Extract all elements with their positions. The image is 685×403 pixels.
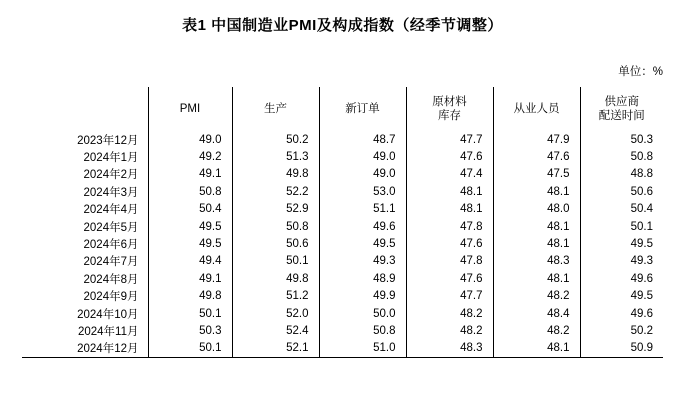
cell-pmi: 49.1 (199, 168, 222, 181)
row-label: 2024年1月 (22, 148, 148, 165)
cell-new-orders: 49.5 (319, 235, 406, 252)
page-title: 表1 中国制造业PMI及构成指数（经季节调整） (182, 17, 503, 34)
cell-employment: 48.1 (493, 235, 580, 252)
column-header-raw-material-inventory-line2: 库存 (438, 110, 461, 122)
table-row (22, 235, 663, 252)
cell-employment: 48.2 (493, 288, 580, 305)
cell-employment: 48.0 (493, 201, 580, 218)
cell-new-orders: 49.0 (319, 148, 406, 165)
row-label: 2024年5月 (22, 218, 148, 235)
cell-pmi: 50.1 (148, 340, 232, 358)
row-label: 2024年9月 (22, 288, 148, 305)
cell-new-orders: 48.7 (319, 131, 406, 148)
cell-raw-material-inventory: 47.6 (406, 235, 493, 252)
column-header-supplier-delivery-time (580, 87, 663, 131)
column-header-raw-material-inventory (406, 87, 493, 131)
column-header-new-orders (319, 87, 406, 131)
cell-new-orders: 49.3 (319, 253, 406, 270)
cell-employment: 48.2 (493, 322, 580, 339)
cell-employment: 48.3 (493, 253, 580, 270)
table-row (22, 201, 663, 218)
cell-production: 52.0 (232, 305, 319, 322)
column-header-employment-line1: 从业人员 (513, 102, 560, 115)
cell-production: 49.8 (232, 166, 319, 183)
cell-production: 49.8 (232, 270, 319, 287)
cell-employment: 48.4 (493, 305, 580, 322)
cell-raw-material-inventory: 47.6 (406, 148, 493, 165)
cell-production: 52.1 (232, 340, 319, 358)
cell-production: 50.2 (232, 131, 319, 148)
cell-pmi: 49.4 (199, 255, 222, 268)
column-header-production-line1: 生产 (264, 102, 287, 115)
cell-raw-material-inventory: 47.4 (406, 166, 493, 183)
cell-production: 52.9 (232, 201, 319, 218)
cell-production: 51.2 (232, 288, 319, 305)
cell-employment: 48.1 (493, 270, 580, 287)
row-label: 2024年7月 (22, 253, 148, 270)
cell-employment: 47.5 (493, 166, 580, 183)
column-header-new-orders-line1: 新订单 (345, 102, 380, 115)
cell-pmi: 49.5 (199, 220, 222, 233)
table-row (22, 183, 663, 200)
table-row (22, 218, 663, 235)
cell-pmi: 49.0 (199, 133, 222, 146)
cell-raw-material-inventory: 48.3 (406, 340, 493, 358)
table-header-row (22, 87, 663, 131)
cell-raw-material-inventory: 47.7 (406, 131, 493, 148)
column-header-raw-material-inventory-line1: 原材料 (432, 95, 467, 108)
cell-raw-material-inventory: 48.2 (406, 305, 493, 322)
table-row (22, 270, 663, 287)
cell-pmi: 50.1 (199, 307, 222, 320)
cell-employment: 48.1 (493, 340, 580, 358)
cell-pmi: 50.3 (199, 324, 222, 337)
cell-employment: 48.1 (493, 183, 580, 200)
cell-pmi: 49.8 (199, 290, 222, 303)
row-label: 2024年4月 (22, 201, 148, 218)
cell-supplier-delivery-time: 50.8 (580, 148, 663, 165)
cell-production: 51.3 (232, 148, 319, 165)
cell-pmi: 49.2 (199, 151, 222, 164)
cell-supplier-delivery-time: 48.8 (580, 166, 663, 183)
cell-employment: 47.6 (493, 148, 580, 165)
cell-new-orders: 49.9 (319, 288, 406, 305)
row-label: 2023年12月 (22, 131, 148, 148)
cell-new-orders: 53.0 (319, 183, 406, 200)
cell-supplier-delivery-time: 49.6 (580, 270, 663, 287)
cell-production: 50.6 (232, 235, 319, 252)
cell-new-orders: 50.0 (319, 305, 406, 322)
cell-raw-material-inventory: 47.6 (406, 270, 493, 287)
cell-new-orders: 48.9 (319, 270, 406, 287)
cell-raw-material-inventory: 48.1 (406, 183, 493, 200)
column-header-pmi-line1: PMI (179, 102, 201, 115)
cell-supplier-delivery-time: 50.9 (580, 340, 663, 358)
table-header (22, 87, 663, 131)
pmi-table (22, 87, 663, 358)
cell-raw-material-inventory: 47.7 (406, 288, 493, 305)
cell-raw-material-inventory: 47.8 (406, 253, 493, 270)
cell-supplier-delivery-time: 50.1 (580, 218, 663, 235)
cell-supplier-delivery-time: 50.6 (580, 183, 663, 200)
cell-supplier-delivery-time: 49.5 (580, 235, 663, 252)
column-header-supplier-delivery-time-line2: 配送时间 (598, 110, 645, 122)
cell-new-orders: 49.6 (319, 218, 406, 235)
row-label: 2024年2月 (22, 166, 148, 183)
cell-supplier-delivery-time: 49.6 (580, 305, 663, 322)
cell-employment: 48.1 (493, 218, 580, 235)
cell-supplier-delivery-time: 50.3 (580, 131, 663, 148)
cell-employment: 47.9 (493, 131, 580, 148)
row-label: 2024年8月 (22, 270, 148, 287)
cell-raw-material-inventory: 48.1 (406, 201, 493, 218)
table-row (22, 131, 663, 148)
cell-pmi: 49.5 (199, 238, 222, 251)
row-label: 2024年6月 (22, 235, 148, 252)
cell-supplier-delivery-time: 50.2 (580, 322, 663, 339)
row-label: 2024年3月 (22, 183, 148, 200)
cell-production: 50.8 (232, 218, 319, 235)
column-header-employment (493, 87, 580, 131)
cell-production: 52.4 (232, 322, 319, 339)
cell-pmi: 50.4 (199, 203, 222, 216)
cell-new-orders: 51.0 (319, 340, 406, 358)
table-corner-cell (22, 87, 148, 131)
cell-raw-material-inventory: 47.8 (406, 218, 493, 235)
column-header-pmi (148, 87, 232, 131)
table-row (22, 305, 663, 322)
row-label: 2024年10月 (22, 305, 148, 322)
cell-pmi: 50.8 (199, 185, 222, 198)
unit-note: 单位：% (618, 66, 663, 78)
table-row (22, 166, 663, 183)
row-label: 2024年12月 (22, 340, 148, 358)
cell-supplier-delivery-time: 49.3 (580, 253, 663, 270)
table-row (22, 288, 663, 305)
cell-production: 52.2 (232, 183, 319, 200)
table-row (22, 148, 663, 165)
cell-new-orders: 50.8 (319, 322, 406, 339)
cell-production: 50.1 (232, 253, 319, 270)
cell-pmi: 49.1 (199, 272, 222, 285)
column-header-production (232, 87, 319, 131)
cell-new-orders: 51.1 (319, 201, 406, 218)
cell-new-orders: 49.0 (319, 166, 406, 183)
table-row (22, 253, 663, 270)
table-row (22, 340, 663, 358)
table-row (22, 322, 663, 339)
cell-supplier-delivery-time: 49.5 (580, 288, 663, 305)
row-label: 2024年11月 (22, 322, 148, 339)
cell-raw-material-inventory: 48.2 (406, 322, 493, 339)
cell-supplier-delivery-time: 50.4 (580, 201, 663, 218)
table-body (22, 131, 663, 358)
column-header-supplier-delivery-time-line1: 供应商 (604, 95, 639, 108)
